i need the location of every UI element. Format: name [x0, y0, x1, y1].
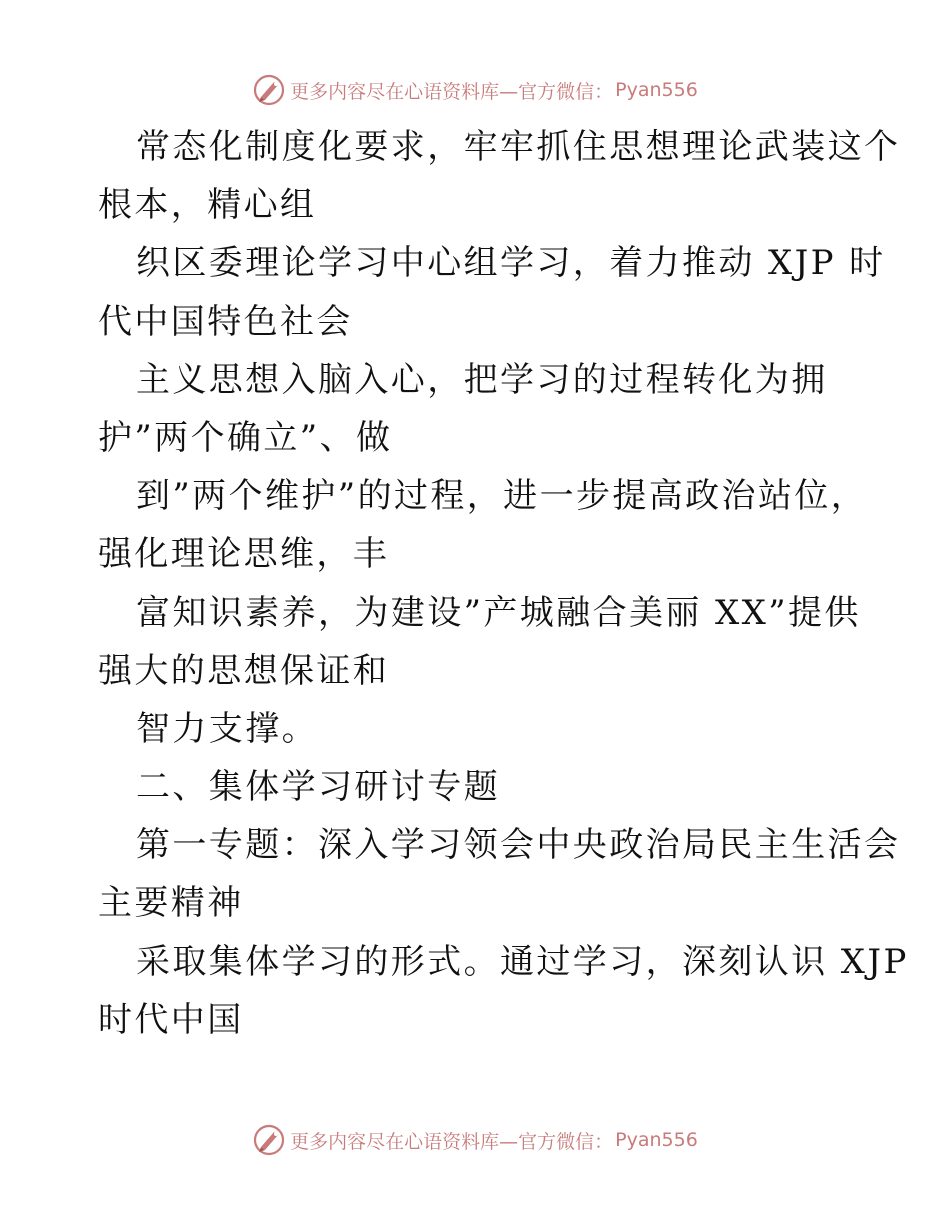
text-line: 富知识素养，为建设”产城融合美丽 XX”提供: [136, 592, 861, 633]
text-line: 时代中国: [98, 999, 244, 1040]
text-line: 智力支撑。: [136, 708, 318, 749]
text-line: 主义思想入脑入心，把学习的过程转化为拥: [136, 359, 828, 400]
text-line: 第一专题：深入学习领会中央政治局民主生活会: [136, 825, 901, 866]
watermark-text: 更多内容尽在心语资料库—官方微信：: [290, 80, 614, 103]
watermark-handle: Pyan556: [615, 1129, 698, 1151]
footer-watermark: [0, 1120, 950, 1160]
section-heading: 二、集体学习研讨专题: [136, 767, 500, 808]
watermark-text: 更多内容尽在心语资料库—官方微信：: [290, 1130, 614, 1153]
watermark-handle: Pyan556: [615, 79, 698, 101]
text-line: 护”两个确立”、做: [98, 417, 393, 458]
text-line: 强大的思想保证和: [98, 650, 390, 691]
text-line: 到”两个维护”的过程，进一步提高政治站位，: [136, 476, 868, 517]
text-line: 织区委理论学习中心组学习，着力推动 XJP 时: [136, 243, 886, 284]
text-line: 采取集体学习的形式。通过学习，深刻认识 XJP: [136, 941, 909, 982]
text-line: 代中国特色社会: [98, 301, 353, 342]
text-line: 主要精神: [98, 883, 244, 924]
pen-logo-icon: [252, 73, 286, 107]
text-line: 根本，精心组: [98, 185, 317, 226]
header-watermark: [0, 70, 950, 110]
text-line: 强化理论思维，丰: [98, 534, 390, 575]
text-line: 常态化制度化要求，牢牢抓住思想理论武装这个: [136, 127, 901, 167]
document-body: [98, 118, 909, 1049]
pen-logo-icon: [252, 1123, 286, 1157]
